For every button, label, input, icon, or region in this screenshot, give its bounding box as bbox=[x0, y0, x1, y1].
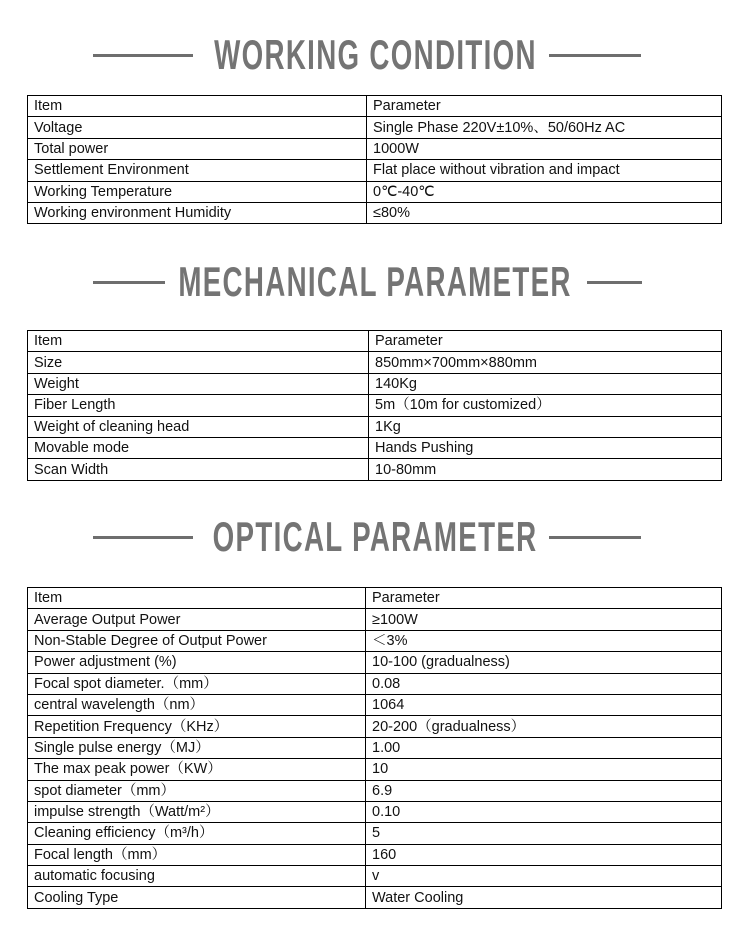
table-row bbox=[28, 652, 722, 673]
parameter-cell: Flat place without vibration and impact bbox=[367, 160, 722, 181]
parameter-cell: 1000W bbox=[367, 138, 722, 159]
parameter-cell: 5m（10m for customized） bbox=[369, 395, 722, 416]
parameter-cell: ≥100W bbox=[366, 609, 722, 630]
parameter-cell: 6.9 bbox=[366, 780, 722, 801]
item-cell: Movable mode bbox=[28, 437, 369, 458]
working-condition-table bbox=[27, 95, 722, 224]
parameter-cell: 160 bbox=[366, 844, 722, 865]
item-cell: Non-Stable Degree of Output Power bbox=[28, 630, 366, 651]
parameter-cell: v bbox=[366, 866, 722, 887]
item-cell: spot diameter（mm） bbox=[28, 780, 366, 801]
item-cell: Item bbox=[28, 588, 366, 609]
item-cell: The max peak power（KW） bbox=[28, 759, 366, 780]
table-row bbox=[28, 759, 722, 780]
parameter-cell: 1064 bbox=[366, 694, 722, 715]
item-cell: Voltage bbox=[28, 117, 367, 138]
table-row bbox=[28, 437, 722, 458]
heading-title: MECHANICAL PARAMETER bbox=[178, 258, 572, 305]
item-cell: Cooling Type bbox=[28, 887, 366, 908]
table-row bbox=[28, 373, 722, 394]
item-cell: Total power bbox=[28, 138, 367, 159]
table-row bbox=[28, 844, 722, 865]
parameter-cell: 850mm×700mm×880mm bbox=[369, 352, 722, 373]
table-row bbox=[28, 887, 722, 908]
section-heading-optical-parameter bbox=[0, 512, 750, 562]
heading-rule-right bbox=[549, 536, 641, 539]
heading-rule-right bbox=[549, 54, 641, 57]
parameter-cell: ＜3% bbox=[366, 630, 722, 651]
table-row bbox=[28, 160, 722, 181]
item-cell: Cleaning efficiency（m³/h） bbox=[28, 823, 366, 844]
table-row bbox=[28, 823, 722, 844]
section-heading-working-condition bbox=[0, 30, 750, 80]
item-cell: Average Output Power bbox=[28, 609, 366, 630]
item-cell: automatic focusing bbox=[28, 866, 366, 887]
item-cell: Working Temperature bbox=[28, 181, 367, 202]
item-cell: Working environment Humidity bbox=[28, 202, 367, 223]
item-cell: Item bbox=[28, 96, 367, 117]
table-row bbox=[28, 352, 722, 373]
table-header-row bbox=[28, 96, 722, 117]
table-row bbox=[28, 866, 722, 887]
parameter-cell: Hands Pushing bbox=[369, 437, 722, 458]
table-row bbox=[28, 716, 722, 737]
parameter-cell: 0.08 bbox=[366, 673, 722, 694]
heading-rule-right bbox=[587, 281, 642, 284]
item-cell: Focal length（mm） bbox=[28, 844, 366, 865]
table-row bbox=[28, 630, 722, 651]
parameter-cell: Parameter bbox=[366, 588, 722, 609]
parameter-cell: 140Kg bbox=[369, 373, 722, 394]
mechanical-parameter-table bbox=[27, 330, 722, 481]
item-cell: Settlement Environment bbox=[28, 160, 367, 181]
table-row bbox=[28, 395, 722, 416]
item-cell: Size bbox=[28, 352, 369, 373]
table-row bbox=[28, 694, 722, 715]
parameter-cell: Parameter bbox=[369, 331, 722, 352]
item-cell: Fiber Length bbox=[28, 395, 369, 416]
table-row bbox=[28, 673, 722, 694]
table-header-row bbox=[28, 331, 722, 352]
table-row bbox=[28, 138, 722, 159]
parameter-cell: 10-80mm bbox=[369, 459, 722, 480]
table-row bbox=[28, 416, 722, 437]
table-row bbox=[28, 202, 722, 223]
parameter-cell: Single Phase 220V±10%、50/60Hz AC bbox=[367, 117, 722, 138]
parameter-cell: 0.10 bbox=[366, 801, 722, 822]
item-cell: Focal spot diameter.（mm） bbox=[28, 673, 366, 694]
table-row bbox=[28, 181, 722, 202]
parameter-cell: Parameter bbox=[367, 96, 722, 117]
table-row bbox=[28, 801, 722, 822]
optical-parameter-table bbox=[27, 587, 722, 909]
table-row bbox=[28, 117, 722, 138]
heading-title: OPTICAL PARAMETER bbox=[212, 513, 538, 560]
table-row bbox=[28, 459, 722, 480]
parameter-cell: 10-100 (gradualness) bbox=[366, 652, 722, 673]
parameter-cell: 1.00 bbox=[366, 737, 722, 758]
item-cell: central wavelength（nm） bbox=[28, 694, 366, 715]
table-row bbox=[28, 780, 722, 801]
item-cell: Item bbox=[28, 331, 369, 352]
parameter-cell: ≤80% bbox=[367, 202, 722, 223]
item-cell: impulse strength（Watt/m²） bbox=[28, 801, 366, 822]
parameter-cell: 10 bbox=[366, 759, 722, 780]
section-heading-mechanical-parameter bbox=[0, 257, 750, 307]
item-cell: Weight bbox=[28, 373, 369, 394]
item-cell: Single pulse energy（MJ） bbox=[28, 737, 366, 758]
item-cell: Power adjustment (%) bbox=[28, 652, 366, 673]
parameter-cell: Water Cooling bbox=[366, 887, 722, 908]
table-header-row bbox=[28, 588, 722, 609]
parameter-cell: 5 bbox=[366, 823, 722, 844]
item-cell: Scan Width bbox=[28, 459, 369, 480]
table-row bbox=[28, 609, 722, 630]
item-cell: Weight of cleaning head bbox=[28, 416, 369, 437]
parameter-cell: 0℃-40℃ bbox=[367, 181, 722, 202]
parameter-cell: 20-200（gradualness） bbox=[366, 716, 722, 737]
parameter-cell: 1Kg bbox=[369, 416, 722, 437]
item-cell: Repetition Frequency（KHz） bbox=[28, 716, 366, 737]
heading-title: WORKING CONDITION bbox=[213, 31, 537, 78]
table-row bbox=[28, 737, 722, 758]
